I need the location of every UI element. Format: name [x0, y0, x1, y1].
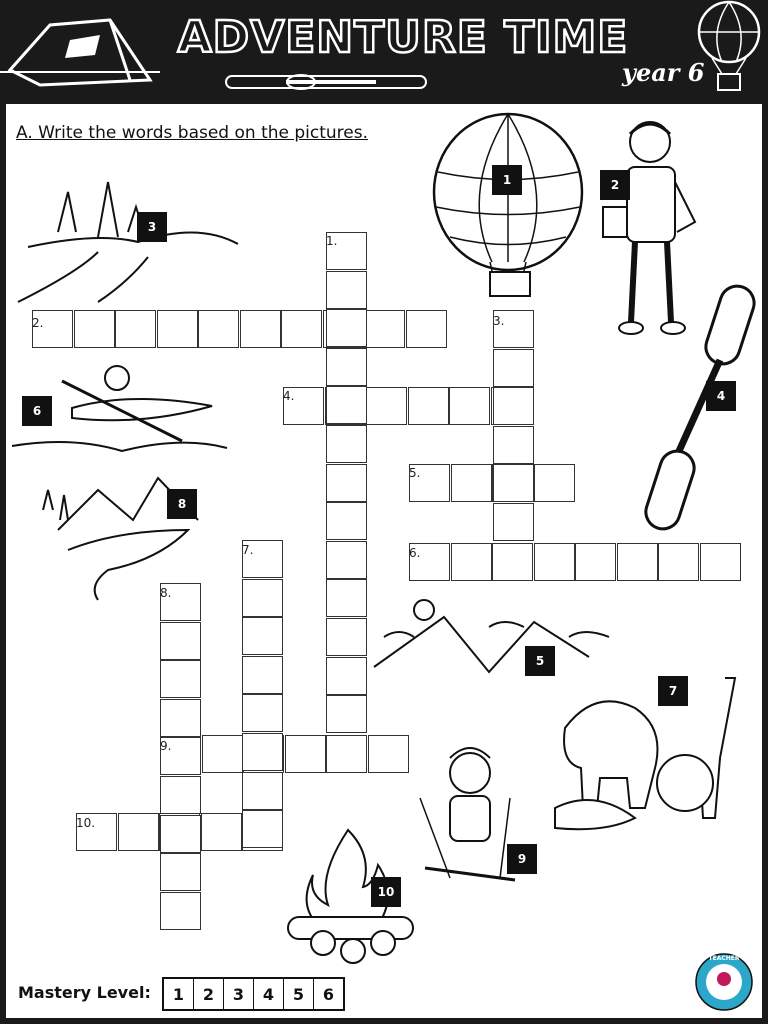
crossword-cell[interactable] [493, 464, 534, 502]
clue-number: 6. [409, 546, 421, 560]
crossword-cell[interactable] [326, 502, 367, 540]
crossword-cell[interactable] [366, 387, 407, 425]
mastery-level-boxes [162, 977, 345, 1011]
crossword-cell[interactable] [451, 464, 492, 502]
mastery-level-4[interactable]: 4 [254, 979, 284, 1009]
crossword-cell[interactable] [326, 541, 367, 579]
clue-number: 9. [160, 739, 172, 753]
picture-tag-10: 10 [371, 877, 401, 907]
wild-animals-picture [555, 668, 755, 848]
teacher-logo-text: TEACHER [708, 955, 740, 962]
crossword-cell[interactable] [240, 310, 281, 348]
picture-tag-1: 1 [492, 165, 522, 195]
instruction-text: A. Write the words based on the pictures. [16, 123, 369, 143]
grade-subtitle: year 6 [622, 58, 705, 87]
crossword-cell[interactable] [326, 618, 367, 656]
crossword-cell[interactable] [493, 503, 534, 541]
crossword-cell[interactable] [326, 657, 367, 695]
crossword-cell[interactable] [242, 772, 283, 810]
crossword-cell[interactable] [534, 543, 575, 581]
clue-number: 2. [32, 316, 44, 330]
hot-air-balloon-icon [694, 0, 764, 100]
crossword-cell[interactable] [160, 853, 201, 891]
crossword-cell[interactable] [326, 386, 367, 424]
picture-tag-4: 4 [706, 381, 736, 411]
crossword-cell[interactable] [492, 543, 533, 581]
crossword-cell[interactable] [160, 892, 201, 930]
river-picture [18, 162, 248, 302]
clue-number: 1. [326, 234, 338, 248]
crossword-cell[interactable] [326, 425, 367, 463]
crossword-cell[interactable] [242, 656, 283, 694]
crossword-cell[interactable] [326, 579, 367, 617]
crossword-cell[interactable] [157, 310, 198, 348]
crossword-cell[interactable] [493, 387, 534, 425]
crossword-cell[interactable] [160, 776, 201, 814]
clue-number: 10. [76, 816, 96, 830]
crossword-cell[interactable] [242, 694, 283, 732]
crossword-cell[interactable] [700, 543, 741, 581]
crossword-cell[interactable] [451, 543, 492, 581]
crossword-cell[interactable] [326, 271, 367, 309]
picture-tag-6: 6 [22, 396, 52, 426]
crossword-cell[interactable] [160, 699, 201, 737]
crossword-cell[interactable] [202, 735, 243, 773]
crossword-cell[interactable] [406, 310, 447, 348]
picture-tag-5: 5 [525, 646, 555, 676]
crossword-cell[interactable] [281, 310, 322, 348]
page-title: ADVENTURE TIME [177, 12, 629, 63]
crossword-cell[interactable] [326, 309, 367, 347]
crossword-cell[interactable] [326, 464, 367, 502]
clue-number: 8. [160, 586, 172, 600]
crossword-cell[interactable] [408, 387, 449, 425]
crossword-cell[interactable] [201, 813, 242, 851]
mastery-level-5[interactable]: 5 [284, 979, 314, 1009]
crossword-cell[interactable] [326, 348, 367, 386]
picture-tag-3: 3 [137, 212, 167, 242]
mastery-level-2[interactable]: 2 [194, 979, 224, 1009]
crossword-cell[interactable] [74, 310, 115, 348]
mastery-level-label: Mastery Level: [18, 983, 151, 1002]
picture-tag-7: 7 [658, 676, 688, 706]
crossword-cell[interactable] [575, 543, 616, 581]
oar-icon [226, 68, 426, 98]
picture-tag-9: 9 [507, 844, 537, 874]
crossword-cell[interactable] [285, 735, 326, 773]
crossword-cell[interactable] [160, 815, 201, 853]
skiing-picture [410, 738, 520, 888]
clue-number: 3. [493, 314, 505, 328]
mastery-level-6[interactable]: 6 [322, 984, 335, 1004]
clue-number: 4. [283, 389, 295, 403]
paddle-picture [645, 280, 755, 540]
crossword-cell[interactable] [242, 810, 283, 848]
crossword-cell[interactable] [160, 660, 201, 698]
crossword-cell[interactable] [493, 349, 534, 387]
crossword-cell[interactable] [242, 733, 283, 771]
crossword-cell[interactable] [160, 622, 201, 660]
crossword-cell[interactable] [658, 543, 699, 581]
crossword-cell[interactable] [534, 464, 575, 502]
picture-tag-8: 8 [167, 489, 197, 519]
crossword-cell[interactable] [326, 735, 367, 773]
crossword-cell[interactable] [449, 387, 490, 425]
crossword-cell[interactable] [118, 813, 159, 851]
crossword-cell[interactable] [326, 695, 367, 733]
hot-air-balloon-picture [430, 112, 590, 302]
mastery-level-1[interactable]: 1 [164, 979, 194, 1009]
tent-icon [0, 0, 160, 100]
mastery-level-3[interactable]: 3 [224, 979, 254, 1009]
crossword-cell[interactable] [493, 426, 534, 464]
crossword-cell[interactable] [242, 617, 283, 655]
crossword-cell[interactable] [364, 310, 405, 348]
crossword-cell[interactable] [617, 543, 658, 581]
picture-tag-2: 2 [600, 170, 630, 200]
crossword-cell[interactable] [242, 579, 283, 617]
clue-number: 7. [242, 543, 254, 557]
clue-number: 5. [409, 466, 421, 480]
crossword-cell[interactable] [198, 310, 239, 348]
header-banner [0, 0, 768, 104]
crossword-cell[interactable] [368, 735, 409, 773]
crossword-cell[interactable] [115, 310, 156, 348]
